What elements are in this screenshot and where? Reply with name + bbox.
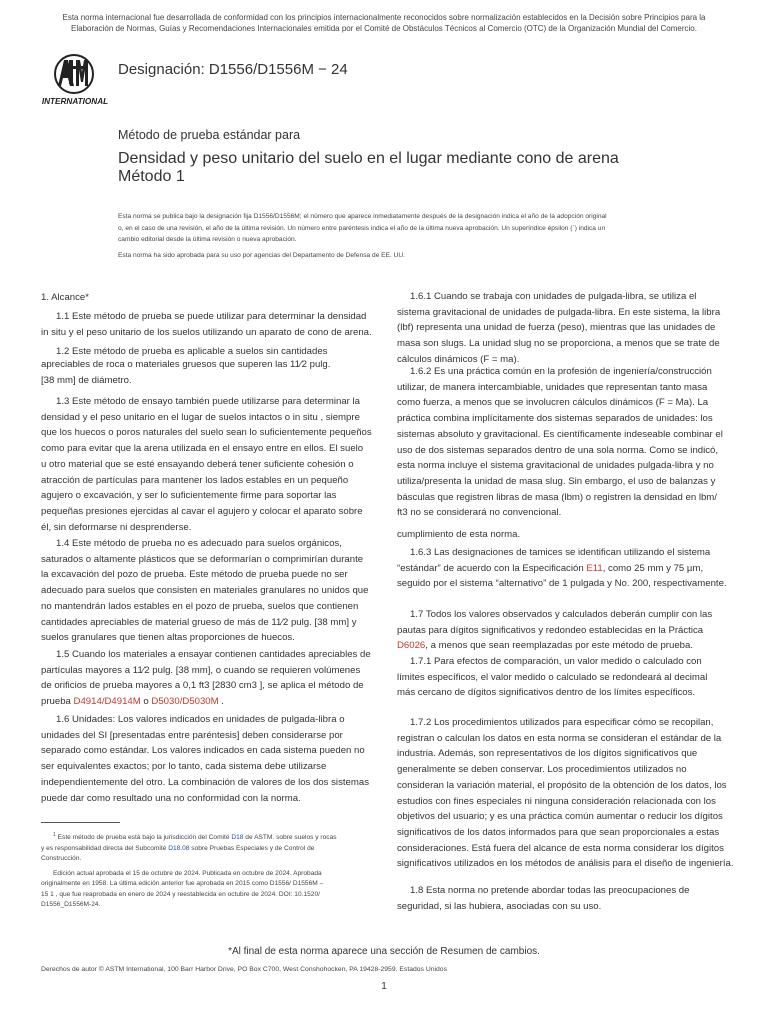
text-line: significativos utilizados en los métodos de análisis para el diseño de ingeniería. — [397, 858, 734, 870]
text-span: sobre Pruebas Especiales y de Control de — [189, 844, 315, 852]
text-line: de orificios de prueba mayores a 0,1 ft3 [2830 cm3 ], se aplica el método de — [41, 680, 364, 692]
text-line: 1.4 Este método de prueba no es adecuado para suelos orgánicos, — [56, 538, 342, 549]
text-line: independientemente del otro. La combinación de valores de los dos sistemas — [41, 776, 369, 788]
standard-link-d6026[interactable]: D6026 — [397, 640, 426, 652]
text-line: seguridad, si las hubiera, asociadas con su uso. — [397, 900, 602, 912]
footnote-line: D1556_D1556M-24. — [41, 901, 101, 909]
text-line — [397, 561, 727, 577]
footnote-line: Construcción. — [41, 855, 82, 863]
text-line: apreciables de roca o materiales gruesos que superen las 11⁄2 pulg. — [41, 359, 331, 370]
logo-text: INTERNATIONAL — [41, 97, 109, 106]
text-line: no mantendrán lados estables en el pozo de prueba, suelos que contienen — [41, 600, 359, 612]
text-line: pautas para dígitos significativos y redondeo establecidas en la Práctica — [397, 624, 704, 636]
text-span: . — [218, 696, 224, 708]
page-number: 1 — [381, 981, 387, 992]
text-line: más cercano de dígitos significativos dentro de los límites específicos. — [397, 687, 696, 699]
text-line: puede dar como resultado una no conformidad con la norma. — [41, 792, 301, 804]
text-line: significativos de los datos informados para que sean proporcionales a estas — [397, 826, 720, 838]
standard-link-e11[interactable]: E11 — [586, 562, 603, 574]
text-line: 1.7.2 Los procedimientos utilizados para especificar cómo se recopilan, — [410, 717, 714, 728]
text-span: , a menos que sean reemplazadas por este método de prueba. — [425, 640, 694, 652]
document-subtitle: Método de prueba estándar para — [118, 128, 301, 142]
text-span: o — [140, 696, 152, 708]
footnote-line: Edición actual aprobada el 15 de octubre de 2024. Publicada en octubre de 2024. Aprobada — [53, 869, 322, 877]
text-line: 1.6.2 Es una práctica común en la profesión de ingeniería/construcción — [410, 366, 712, 377]
astm-logo — [38, 52, 112, 108]
text-line: consideraciones. Está fuera del alcance de esta norma considerar los dígitos — [397, 842, 724, 854]
text-line: 1.6.1 Cuando se trabaja con unidades de pulgada-libra, se utiliza el — [410, 291, 697, 302]
text-line: 1.2 Este método de prueba es aplicable a suelos sin cantidades — [56, 346, 328, 357]
text-line: 1.7 Todos los valores observados y calculados deberán cumplir con las — [410, 609, 713, 620]
text-line: ser equivalentes exactos; por lo tanto, cada sistema debe utilizarse — [41, 761, 327, 773]
text-line: saturados o altamente plásticos que se deformarían o comprimirían durante — [41, 553, 364, 565]
text-line: la excavación del pozo de prueba. Este método de prueba puede no ser — [41, 569, 348, 581]
paragraph-1-6-3 — [397, 545, 727, 592]
footnote-line: originalmente en 1958. La última edición anterior fue aprobada en 2015 como D1556/ D1556M – — [41, 880, 324, 888]
paragraph-1-6 — [41, 712, 369, 806]
text-line: sistemas absoluto y gravitacional. Es científicamente indeseable combinar el — [397, 428, 723, 440]
text-line — [397, 638, 712, 654]
text-span: prueba — [41, 696, 74, 708]
text-line: como fuerza, a menos que se involucren cálculos dinámicos (F = Ma). La — [397, 397, 709, 409]
notice-line: Esta norma internacional fue desarrollada de conformidad con los principios internacionalmente reconocidos sobre normalización establecidos en la Decisión sobre Principios para la — [62, 13, 706, 22]
copyright-notice: Derechos de autor © ASTM International, 100 Barr Harbor Drive, PO Box C700, West Conshohocken, PA 19428-2959. Estados Unidos — [41, 966, 447, 973]
compliance-line: cumplimiento de esta norma. — [397, 529, 521, 540]
paragraph-1-6-1 — [397, 289, 720, 368]
text-line: 1.3 Este método de ensayo también puede utilizarse para determinar la — [56, 396, 360, 407]
text-line: práctica combina implícitamente dos sistemas separados de unidades: los — [397, 413, 713, 425]
astm-logo-mark — [38, 52, 112, 108]
notice-line: Elaboración de Normas, Guías y Recomendaciones Internacionales emitida por el Comité de Obstáculos Técnicos al Comercio (OTC) de la Organización Mundial del Comercio. — [71, 24, 697, 33]
footnote-line: 15 1 , que fue reaprobada en enero de 2024 y reestablecida en octubre de 2024. DOI: 10.1520/ — [41, 890, 320, 898]
text-line: 1.1 Este método de prueba se puede utilizar para determinar la densidad — [56, 311, 367, 322]
text-line: agujero o excavación, y ser lo suficientemente firme para soportar las — [41, 490, 337, 502]
paragraph-1-7-2 — [397, 715, 734, 872]
standard-link-d5030[interactable]: D5030/D5030M — [151, 696, 219, 708]
text-span: de ASTM. sobre suelos y rocas — [243, 834, 337, 842]
text-line: ft3 no se considerará no convencional. — [397, 507, 562, 519]
paragraph-1-5 — [41, 647, 371, 710]
text-line: partículas mayores a 11⁄2 pulg. [38 mm], o cuando se requieren volúmenes — [41, 664, 361, 676]
text-line: cálculos dinámicos (F = ma). — [397, 353, 520, 365]
footnote-divider — [41, 822, 120, 823]
paragraph-1-4 — [41, 536, 368, 646]
text-line: separado como estándar. Los valores indicados en cada sistema pueden no — [41, 745, 365, 757]
text-line: cantidades apreciables de material grueso de más de 11⁄2 pulg. [38 mm] y — [41, 616, 357, 628]
text-line: 1.5 Cuando los materiales a ensayar contienen cantidades apreciables de — [56, 649, 371, 660]
text-line: que los huecos o poros naturales del suelo sean lo suficientemente pequeños — [41, 427, 372, 439]
designation: Designación: D1556/D1556M − 24 — [118, 61, 348, 78]
text-line: 1.8 Esta norma no pretende abordar todas las preocupaciones de — [410, 885, 690, 896]
text-line: utilizar, de manera intercambiable, unidades que representan tanto masa — [397, 381, 708, 393]
text-line: densidad y el peso unitario en el lugar de suelos intactos o in situ , siempre — [41, 411, 360, 423]
text-line: u otro material que se esté ensayando deberá tener suficiente cohesión o — [41, 458, 354, 470]
text-line — [41, 694, 371, 710]
paragraph-1-1 — [41, 309, 372, 340]
footnote-line: $^1$ Este método de prueba está bajo la jurisdicción del Comité D18 de ASTM. sobre suelos y rocas — [53, 832, 337, 842]
paragraph-1-2 — [41, 345, 330, 387]
text-line: generalmente se deben conservar. Los procedimientos utilizados no — [397, 764, 687, 776]
approval-note: Esta norma ha sido aprobada para su uso por agencias del Departamento de Defensa de EE. UU. — [118, 252, 406, 259]
text-line: como para evitar que la arena utilizada en el ensayo entre en ellos. El suelo — [41, 443, 364, 455]
scope-heading: 1. Alcance* — [41, 292, 90, 303]
text-line: registran o calculan los datos en esta norma se consideran el estándar de la — [397, 732, 722, 744]
text-line: (lbf) representa una unidad de fuerza (peso), mientras que las unidades de — [397, 322, 716, 334]
text-line: límites específicos, el valor medido o calculado se redondeará al decimal — [397, 671, 708, 683]
text-line: masa son slugs. La unidad slug no se proporciona, a menos que se trate de — [397, 338, 720, 350]
text-line: in situ y el peso unitario de los suelos utilizando un aparato de cono de arena. — [41, 326, 372, 338]
title-line: Método 1 — [118, 168, 185, 185]
international-notice — [0, 12, 768, 34]
standard-note — [118, 211, 607, 246]
standard-note-line: Esta norma se publica bajo la designación fija D1556/D1556M; el número que aparece inmediatamente después de la designación indica el año de la adopción original — [118, 213, 607, 220]
text-line: [38 mm] de diámetro. — [41, 375, 132, 386]
text-line: él, sin deformarse ni desprenderse. — [41, 521, 192, 533]
paragraph-1-3 — [41, 394, 372, 535]
text-line: pequeñas presiones ejercidas al cavar el agujero y colocar el aparato sobre — [41, 505, 363, 517]
summary-of-changes-note: *Al final de esta norma aparece una sección de Resumen de cambios. — [228, 946, 540, 957]
text-line: básculas que registren libras de masa (lbm) o registren la densidad en lbm/ — [397, 491, 717, 503]
text-span: y es responsabilidad directa del Subcomité — [41, 844, 169, 852]
text-line: uso de dos sistemas separados dentro de una sola norma. Como se indicó, — [397, 444, 719, 456]
text-line: unidades del SI [presentadas entre paréntesis] deben considerarse por — [41, 729, 343, 741]
standard-note-line: cambio editorial desde la última revisión o nueva aprobación. — [118, 236, 297, 243]
text-span: , como 25 mm y 75 µm, — [602, 562, 704, 574]
text-line: 1.6.3 Las designaciones de tamices se identifican utilizando el sistema — [410, 547, 711, 558]
text-line: industria. Además, son representativos de los dígitos significativos que — [397, 748, 698, 760]
paragraph-1-6-2 — [397, 364, 723, 521]
text-line: objetivos del usuario; y es una práctica común aumentar o reducir los dígitos — [397, 811, 723, 823]
document-title — [118, 150, 619, 186]
text-line: estudios con fines especiales ni ninguna consideración relacionada con los — [397, 795, 716, 807]
text-line: consideran la variación material, el propósito de la obtención de los datos, los — [397, 779, 727, 791]
footnote-line — [41, 844, 337, 855]
footnote — [41, 830, 337, 911]
text-line: sistema gravitacional de unidades de pulgada-libra. En este sistema, la libra — [397, 306, 721, 318]
text-line: esta norma incluye el sistema gravitacional de unidades pulgada-libra y no — [397, 460, 714, 472]
standard-link-d4914[interactable]: D4914/D4914M — [73, 696, 141, 708]
text-line: utiliza/presenta la unidad de masa slug. Sin embargo, el uso de balanzas y — [397, 475, 716, 487]
standard-note-line: o, en el caso de una revisión, el año de la última revisión. Un número entre paréntesis indica el año de la última nueva aprobación. Un superíndice épsilon (´) indica un — [118, 224, 606, 232]
committee-link-d18[interactable]: D18 — [231, 834, 244, 842]
text-line: adecuado para suelos que consisten en materiales granulares no unidos que — [41, 585, 369, 597]
title-line: Densidad y peso unitario del suelo en el lugar mediante cono de arena — [118, 150, 619, 167]
text-line: seguido por el sistema “alternativo” de 1 pulgada y No. 200, respectivamente. — [397, 578, 727, 590]
paragraph-1-8 — [397, 883, 689, 914]
text-span: Este método de prueba está bajo la jurisdicción del Comité — [57, 834, 232, 842]
text-line: atracción de partículas para mantener los lados estables en un pequeño — [41, 474, 349, 486]
paragraph-1-7 — [397, 607, 712, 654]
paragraph-1-7-1 — [397, 654, 707, 701]
text-span: “estándar” de acuerdo con la Especificación — [397, 562, 587, 574]
text-line: suelos granulares que tienen altas proporciones de huecos. — [41, 632, 295, 644]
text-line: 1.6 Unidades: Los valores indicados en unidades de pulgada-libra o — [56, 714, 345, 725]
subcommittee-link-d18-08[interactable]: D18.08 — [168, 844, 190, 852]
text-line: 1.7.1 Para efectos de comparación, un valor medido o calculado con — [410, 656, 702, 667]
